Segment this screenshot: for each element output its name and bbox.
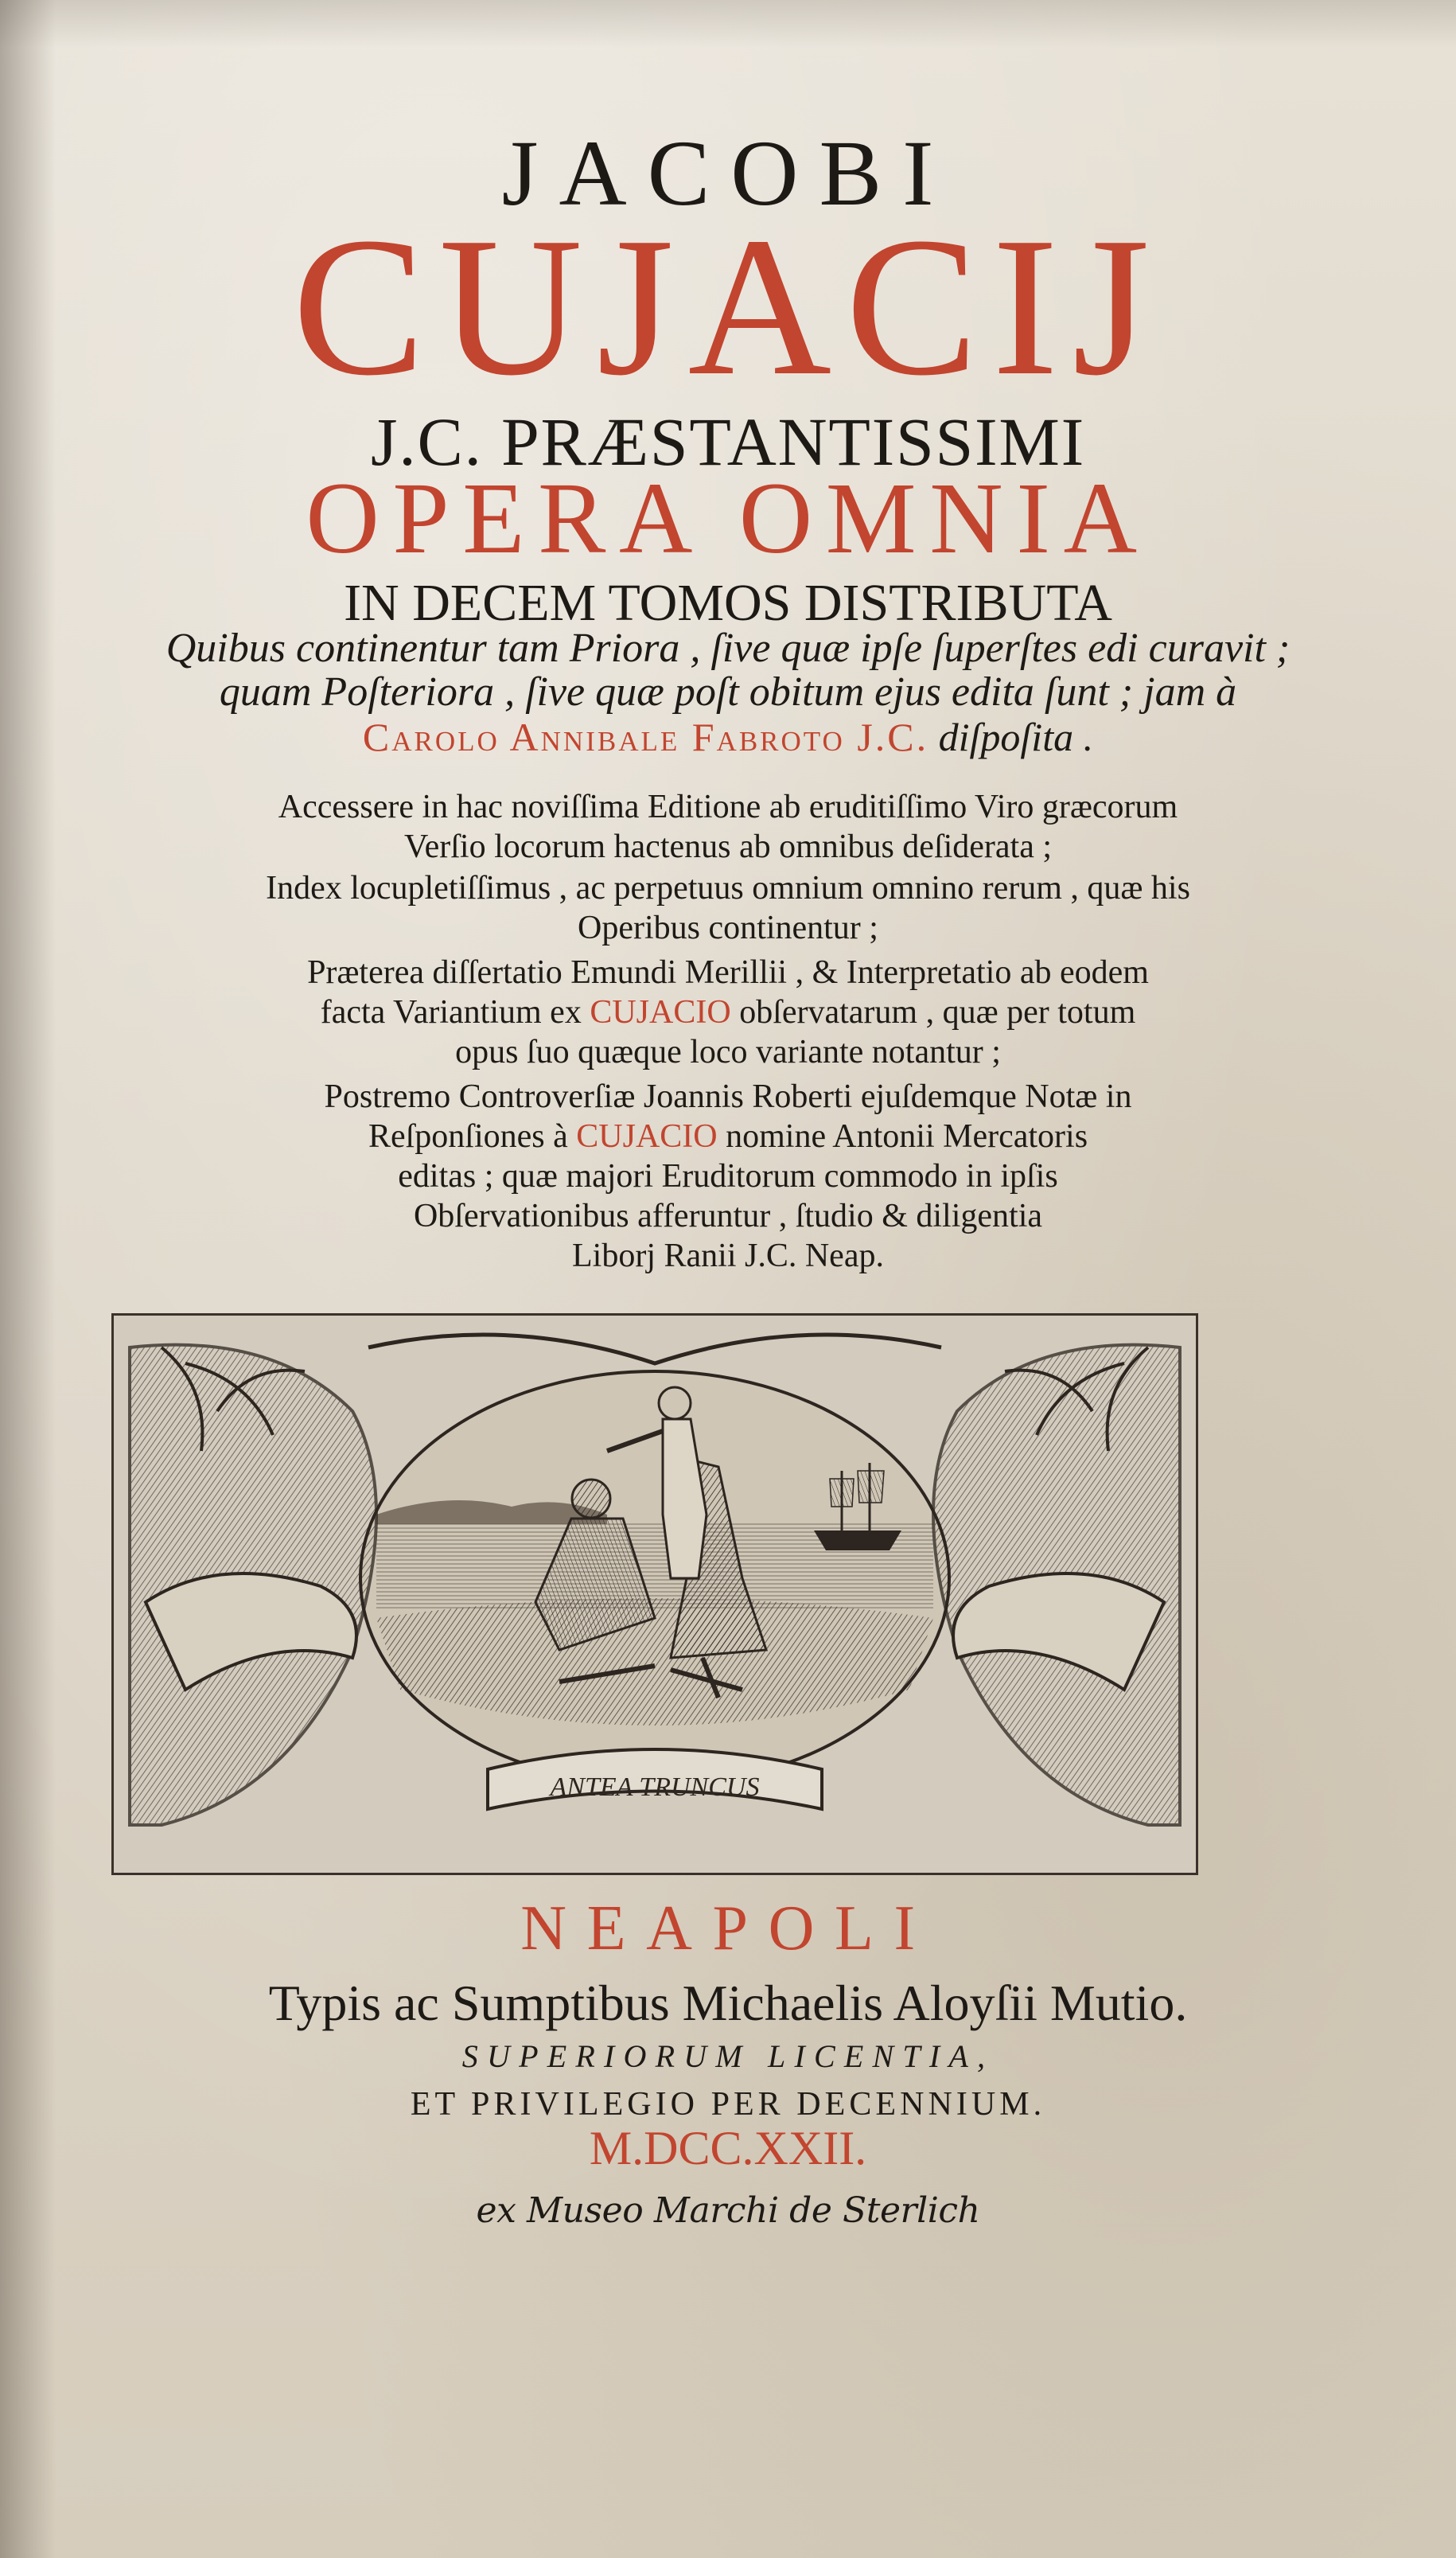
imprint-printer: Typis ac Sumptibus Michaelis Aloyſii Mutio.	[268, 1975, 1188, 2031]
accessere-line-1: Accessere in hac noviſſima Editione ab eruditiſſimo Viro græcorum	[278, 789, 1178, 825]
imprint-year: M.DCC.XXII.	[589, 2122, 867, 2174]
index-line-2: Operibus continentur ;	[578, 910, 878, 946]
engraving-illustration	[114, 1316, 1196, 1873]
engraving-motto: ANTEA TRUNCUS	[550, 1772, 760, 1802]
postremo-line-2-start: Reſponſiones à	[368, 1118, 568, 1155]
imprint-licentia: SUPERIORUM LICENTIA,	[461, 2038, 995, 2074]
printers-device-engraving	[111, 1313, 1198, 1875]
praeterea-line-3: opus ſuo quæque loco variante notantur ;	[455, 1034, 1001, 1070]
accessere-line-2: Verſio locorum hactenus ab omnibus deſiderata ;	[403, 829, 1053, 865]
praeterea-line-2	[0, 993, 1456, 1031]
author-surname: CUJACIJ	[292, 197, 1164, 417]
editor-line-tail: diſpoſita .	[938, 715, 1094, 759]
page-top-shadow	[0, 0, 1456, 48]
praeterea-cujacio: CUJACIO	[590, 994, 731, 1031]
contents-description-line-1: Quibus continentur tam Priora , ſive quæ ipſe ſuperſtes edi curavit ;	[165, 626, 1291, 671]
postremo-line-5: Liborj Ranii J.C. Neap.	[572, 1238, 884, 1274]
praeterea-line-2-end: obſervatarum , quæ per totum	[739, 994, 1136, 1031]
postremo-line-2-end: nomine Antonii Mercatoris	[726, 1118, 1088, 1155]
work-subtitle: IN DECEM TOMOS DISTRIBUTA	[344, 574, 1112, 632]
imprint-city: NEAPOLI	[520, 1893, 936, 1963]
contents-description-line-2: quam Poſteriora , ſive quæ poſt obitum ejus edita ſunt ; jam à	[219, 669, 1237, 715]
praeterea-line-2-start: facta Variantium ex	[320, 994, 582, 1031]
postremo-line-3: editas ; quæ majori Eruditorum commodo in ipſis	[398, 1158, 1058, 1195]
author-forename: JACOBI	[501, 121, 955, 225]
postremo-line-1: Postremo Controverſiæ Joannis Roberti ejuſdemque Notæ in	[324, 1078, 1132, 1115]
postremo-line-2	[0, 1117, 1456, 1156]
praeterea-line-1: Præterea diſſertatio Emundi Merillii , & Interpretatio ab eodem	[307, 954, 1149, 991]
postremo-line-4: Obſervationibus afferuntur , ſtudio & diligentia	[413, 1198, 1043, 1234]
postremo-cujacio: CUJACIO	[576, 1118, 718, 1155]
handwritten-provenance-note: ex Museo Marchi de Sterlich	[476, 2190, 980, 2231]
index-line-1: Index locupletiſſimus , ac perpetuus omnium omnino rerum , quæ his	[266, 870, 1190, 907]
imprint-privilegio: ET PRIVILEGIO PER DECENNIUM.	[410, 2086, 1046, 2123]
author-epithet: J.C. PRÆSTANTISSIMI	[371, 404, 1085, 480]
editor-name: Carolo Annibale Fabroto J.C.	[362, 715, 929, 759]
work-title: OPERA OMNIA	[306, 462, 1150, 575]
editor-line	[0, 714, 1456, 760]
